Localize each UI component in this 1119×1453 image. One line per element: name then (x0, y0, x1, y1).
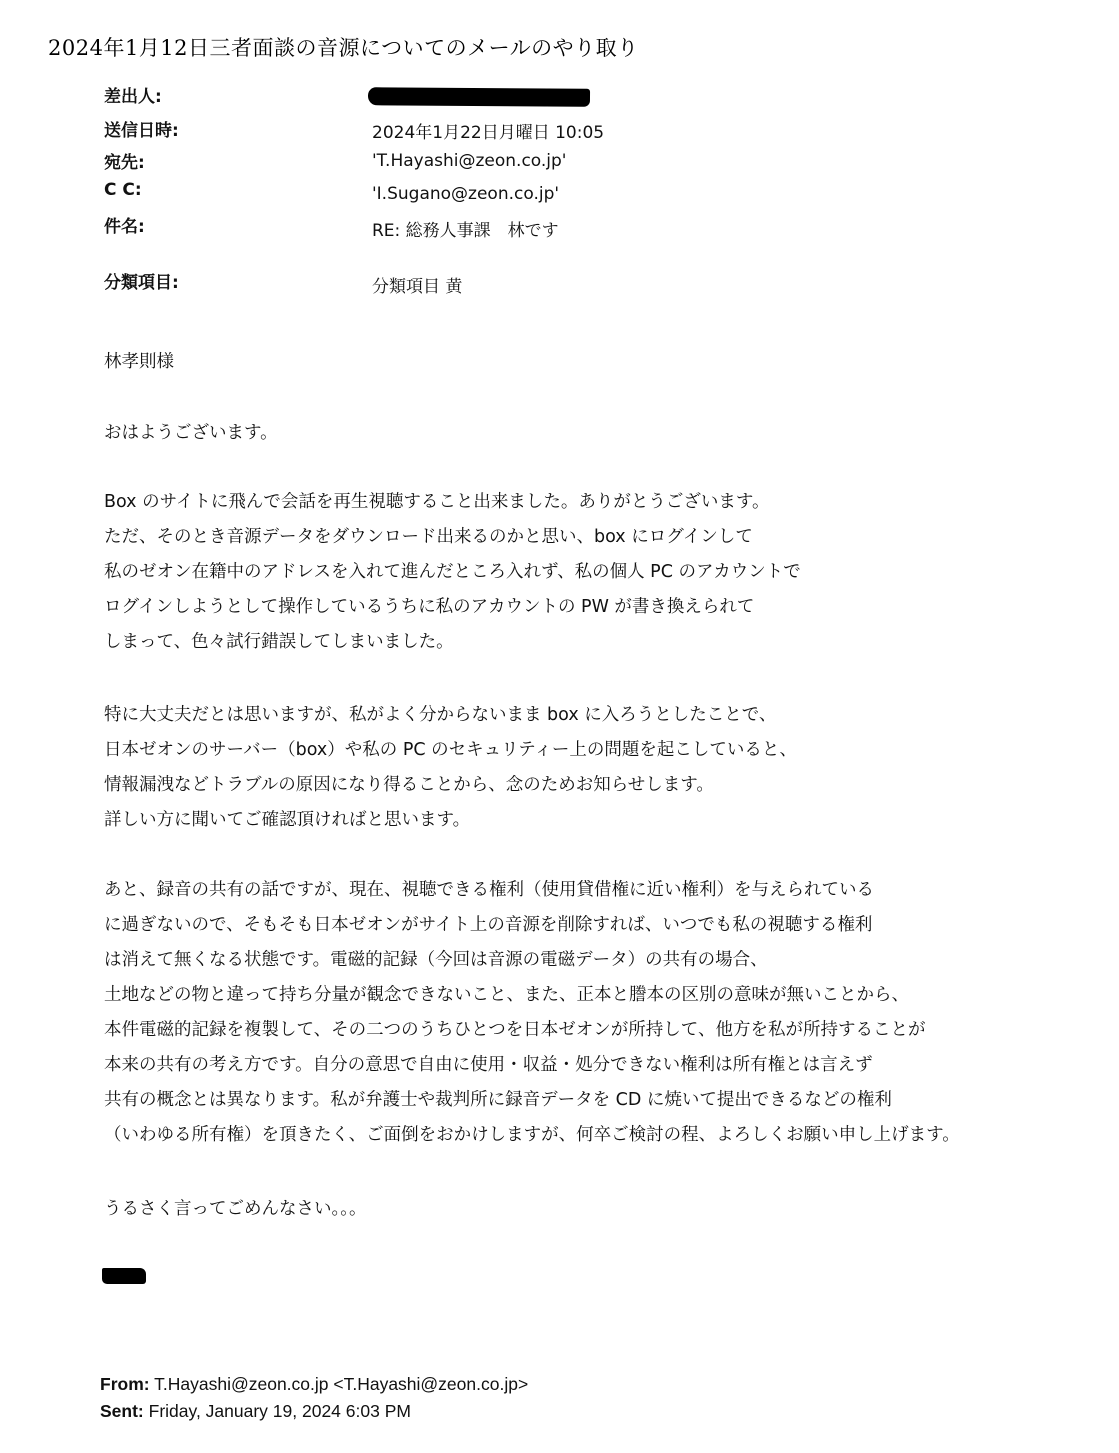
subject-value: RE: 総務人事課 林です (372, 221, 559, 241)
paragraph-line: は消えて無くなる状態です。電磁的記録（今回は音源の電磁データ）の共有の場合、 (104, 950, 768, 970)
cc-value: 'I.Sugano@zeon.co.jp' (372, 184, 560, 204)
closing: うるさく言ってごめんなさい。。。 (104, 1199, 367, 1219)
quoted-from-label: From: (100, 1374, 150, 1394)
quoted-sent (100, 1401, 411, 1422)
redacted-signature (102, 1268, 146, 1284)
from-label: 差出人: (104, 87, 162, 107)
salutation: 林孝則様 (104, 352, 174, 372)
quoted-sent-label: Sent: (100, 1401, 144, 1421)
sent-label: 送信日時: (104, 121, 179, 141)
category-label: 分類項目: (104, 273, 179, 293)
paragraph-line: 本来の共有の考え方です。自分の意思で自由に使用・収益・処分できない権利は所有権とは言えず (104, 1055, 873, 1075)
category-value: 分類項目 黄 (372, 277, 463, 297)
to-label: 宛先: (104, 153, 145, 173)
to-value: 'T.Hayashi@zeon.co.jp' (372, 151, 567, 171)
paragraph-3 (104, 873, 960, 1153)
paragraph-line: ただ、そのとき音源データをダウンロード出来るのかと思い、box にログインして (104, 527, 753, 547)
paragraph-line: 詳しい方に聞いてご確認頂ければと思います。 (104, 810, 471, 830)
redacted-sender (368, 87, 590, 107)
paragraph-1 (104, 485, 801, 660)
paragraph-line: 私のゼオン在籍中のアドレスを入れて進んだところ入れず、私の個人 PC のアカウントで (104, 562, 801, 582)
quoted-sent-value: Friday, January 19, 2024 6:03 PM (148, 1401, 411, 1421)
paragraph-line: 共有の概念とは異なります。私が弁護士や裁判所に録音データを CD に焼いて提出できるなどの権利 (104, 1090, 892, 1110)
subject-label: 件名: (104, 217, 145, 237)
paragraph-line: ログインしようとして操作しているうちに私のアカウントの PW が書き換えられて (104, 597, 755, 617)
paragraph-line: 本件電磁的記録を複製して、その二つのうちひとつを日本ゼオンが所持して、他方を私が所持することが (104, 1020, 926, 1040)
paragraph-line: 土地などの物と違って持ち分量が観念できないこと、また、正本と謄本の区別の意味が無いことから、 (104, 985, 909, 1005)
paragraph-line: に過ぎないので、そもそも日本ゼオンがサイト上の音源を削除すれば、いつでも私の視聴する権利 (104, 915, 873, 935)
paragraph-2 (104, 698, 797, 838)
sent-value: 2024年1月22日月曜日 10:05 (372, 123, 605, 143)
paragraph-line: （いわゆる所有権）を頂きたく、ご面倒をおかけしますが、何卒ご検討の程、よろしくお願い申し上げます。 (104, 1125, 960, 1145)
paragraph-line: Box のサイトに飛んで会話を再生視聴すること出来ました。ありがとうございます。 (104, 492, 770, 512)
quoted-from-value: T.Hayashi@zeon.co.jp <T.Hayashi@zeon.co.jp> (154, 1374, 529, 1394)
greeting: おはようございます。 (104, 423, 278, 443)
paragraph-line: しまって、色々試行錯誤してしまいました。 (104, 632, 454, 652)
paragraph-line: あと、録音の共有の話ですが、現在、視聴できる権利（使用貸借権に近い権利）を与えられている (104, 880, 874, 900)
quoted-from (100, 1374, 528, 1395)
paragraph-line: 情報漏洩などトラブルの原因になり得ることから、念のためお知らせします。 (104, 775, 714, 795)
paragraph-line: 特に大丈夫だとは思いますが、私がよく分からないまま box に入ろうとしたことで、 (104, 705, 777, 725)
cc-label: C C: (104, 180, 142, 200)
document-title: 2024年1月12日三者面談の音源についてのメールのやり取り (48, 36, 639, 60)
paragraph-line: 日本ゼオンのサーバー（box）や私の PC のセキュリティー上の問題を起こしていると、 (104, 740, 797, 760)
